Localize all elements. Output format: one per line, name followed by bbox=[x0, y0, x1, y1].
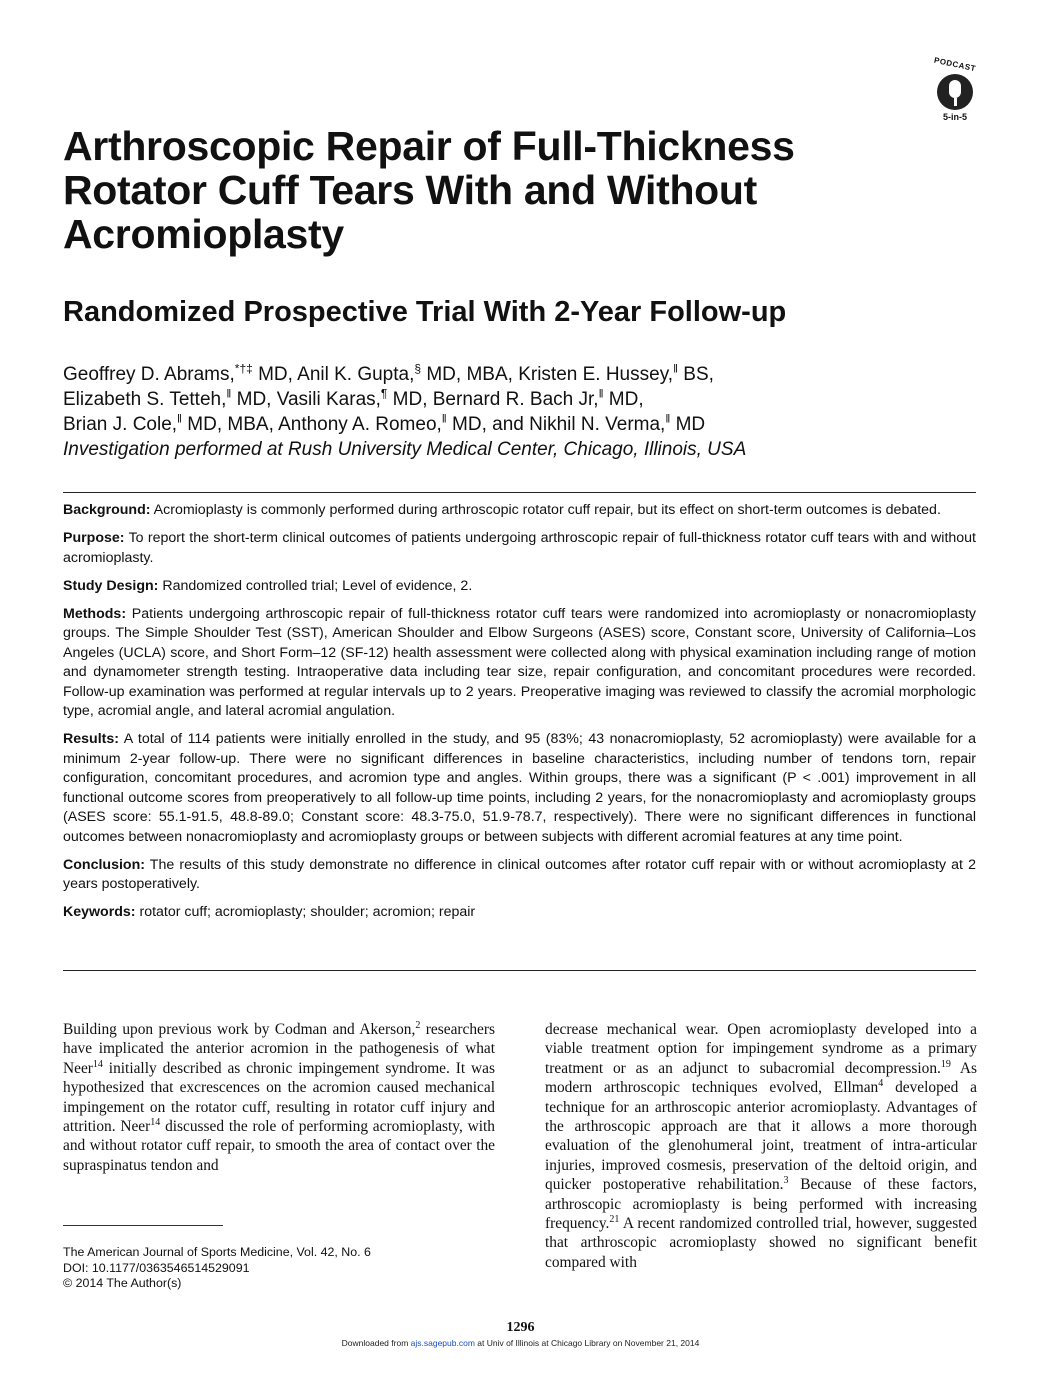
microphone-icon bbox=[949, 80, 961, 98]
article-subtitle: Randomized Prospective Trial With 2-Year Follow-up bbox=[63, 296, 787, 328]
microphone-stand-icon bbox=[954, 98, 957, 106]
abstract-results: Results: A total of 114 patients were initially enrolled in the study, and 95 (83%; 43 nonacromioplasty, 52 acromioplasty) were available for a minimum 2-year follow-up. There were no significant differences in baseline characteristics, including number of tendons torn, repair configuration, concomitant procedures, and acromion type and angles. Within groups, there was a significant (P < .001) improvement in all functional outcome scores from preoperatively to all follow-up time points, including 2 years, for the nonacromioplasty and acromioplasty groups (ASES score: 55.1-91.5, 48.8-89.0; Constant score: 48.3-75.0, 51.9-78.7, respectively). There were no significant differences in functional outcomes between nonacromioplasty and acromioplasty groups or between subjects with different acromial features at any time point. bbox=[63, 731, 976, 845]
abstract-background: Background: Acromioplasty is commonly performed during arthroscopic rotator cuff repair, but its effect on short-term outcomes is debated. bbox=[63, 502, 941, 518]
institution: Investigation performed at Rush University Medical Center, Chicago, Illinois, USA bbox=[63, 439, 747, 460]
abstract-methods: Methods: Patients undergoing arthroscopic repair of full-thickness rotator cuff tears were randomized into acromioplasty or nonacromioplasty groups. The Simple Shoulder Test (SST), American Shoulder and Elbow Surgeons (ASES) score, Constant score, University of California–Los Angeles (UCLA) score, and Short Form–12 (SF-12) health assessment were collected along with physical examination including range of motion and dynamometer strength testing. Intraoperative data including tear size, repair configuration, and concomitant procedures were recorded. Follow-up examination was performed at regular intervals up to 2 years. Preoperative imaging was reviewed to classify the acromial morphologic type, acromial angle, and lateral acromial angulation. bbox=[63, 605, 976, 719]
title-line-2: Rotator Cuff Tears With and Without bbox=[63, 167, 758, 213]
page-number: 1296 bbox=[506, 1320, 535, 1335]
podcast-label: PODCAST bbox=[933, 55, 977, 74]
body-column-left: Building upon previous work by Codman and Akerson,$^2$ researchers have implicated the anterior acromion in the pathogenesis of what Neer$^{14}$ initially described as chronic impingement syndrome. It was hypothesized that excrescences on the acromion caused mechanical impingement on the rotator cuff, resulting in rotator cuff injury and attrition. Neer$^{14}$ discussed the role of performing acromioplasty, with and without rotator cuff repair, to smooth the area of contact over the supraspinatus tendon and bbox=[63, 1019, 495, 1174]
copyright: © 2014 The Author(s) bbox=[63, 1276, 182, 1290]
abstract-study-design: Study Design: Randomized controlled trial; Level of evidence, 2. bbox=[63, 577, 473, 594]
author-line-3: Brian J. Cole,‖ MD, MBA, Anthony A. Romeo,‖ MD, and Nikhil N. Verma,‖ MD bbox=[63, 411, 706, 435]
abstract-bottom-divider bbox=[63, 970, 976, 971]
abstract-purpose: Purpose: To report the short-term clinical outcomes of patients undergoing arthroscopic repair of full-thickness rotator cuff tears with and without acromioplasty. bbox=[63, 530, 976, 566]
title-line-1: Arthroscopic Repair of Full-Thickness bbox=[63, 123, 795, 169]
download-notice: Downloaded from ajs.sagepub.com at Univ of Illinois at Chicago Library on November 21, 2014 bbox=[341, 1338, 700, 1348]
author-line-1: Geoffrey D. Abrams,*†‡ MD, Anil K. Gupta,§ MD, MBA, Kristen E. Hussey,‖ BS, bbox=[63, 361, 714, 385]
doi: DOI: 10.1177/0363546514529091 bbox=[63, 1260, 250, 1275]
article-title bbox=[63, 124, 943, 256]
footnote-divider bbox=[63, 1225, 223, 1226]
abstract-top-divider bbox=[63, 492, 976, 493]
download-link[interactable]: ajs.sagepub.com bbox=[410, 1338, 475, 1348]
author-line-2: Elizabeth S. Tetteh,‖ MD, Vasili Karas,¶ MD, Bernard R. Bach Jr,‖ MD, bbox=[63, 386, 644, 410]
podcast-badge bbox=[930, 55, 980, 124]
abstract-conclusion: Conclusion: The results of this study demonstrate no difference in clinical outcomes after rotator cuff repair with or without acromioplasty at 2 years postoperatively. bbox=[63, 856, 976, 892]
journal-footnote bbox=[63, 1245, 483, 1292]
author-list bbox=[63, 362, 963, 462]
abstract bbox=[63, 501, 976, 931]
podcast-sublabel: 5-in-5 bbox=[942, 112, 967, 122]
abstract-keywords: Keywords: rotator cuff; acromioplasty; shoulder; acromion; repair bbox=[63, 904, 476, 920]
body-column-right: decrease mechanical wear. Open acromioplasty developed into a viable treatment option for impingement syndrome as a primary treatment or as an adjunct to subacromial decompression.$^{19}$ As modern arthroscopic techniques evolved, Ellman$^4$ developed a technique for an arthroscopic anterior acromioplasty. Advantages of the arthroscopic approach are that it allows a more thorough evaluation of the glenohumeral joint, treatment of intra-articular injuries, improved cosmesis, preservation of the deltoid origin, and quicker postoperative rehabilitation.$^3$ Because of these factors, arthroscopic acromioplasty is being performed with increasing frequency.$^{21}$ A recent randomized controlled trial, however, suggested that arthroscopic acromioplasty showed no significant benefit compared with bbox=[545, 1021, 977, 1271]
title-line-3: Acromioplasty bbox=[63, 211, 344, 257]
journal-citation: The American Journal of Sports Medicine, Vol. 42, No. 6 bbox=[63, 1245, 371, 1259]
